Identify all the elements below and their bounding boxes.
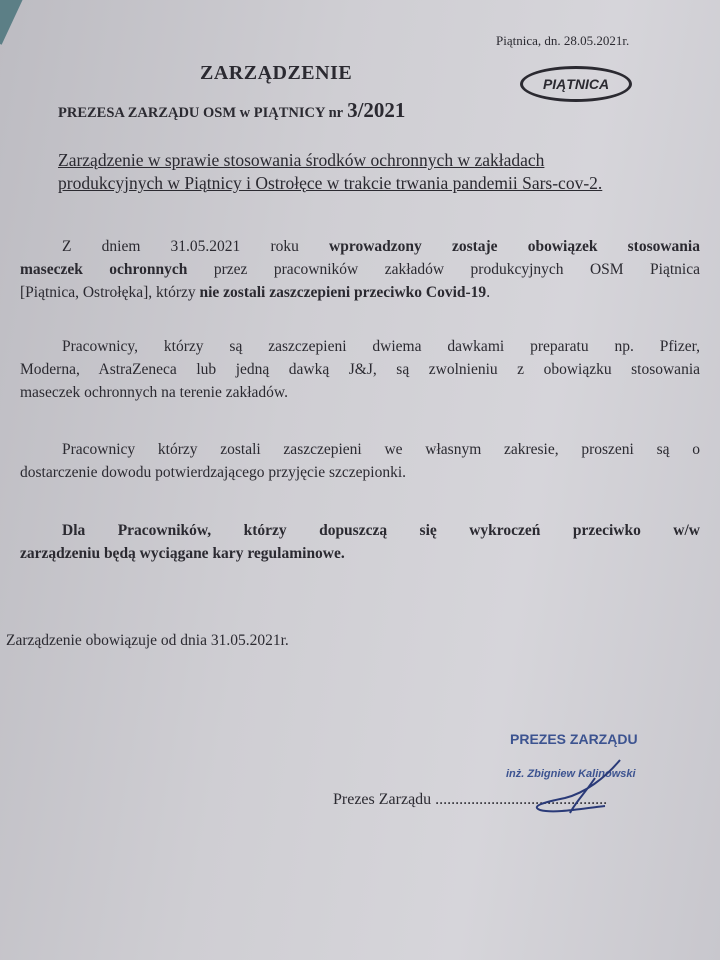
text: dostarczenie dowodu potwierdzającego przyjęcie szczepionki. (20, 464, 407, 481)
text: maseczek ochronnych na terenie zakładów. (20, 384, 288, 401)
bold-text: maseczek ochronnych (20, 261, 188, 278)
stamp-title: PREZES ZARZĄDU (510, 731, 638, 747)
heading-line: Zarządzenie w sprawie stosowania środków ochronnych w zakładach (58, 150, 545, 170)
handwritten-signature (525, 758, 645, 818)
bold-text: wprowadzony zostaje obowiązek stosowania (329, 238, 700, 255)
paragraph-line (20, 464, 406, 482)
paragraph-line (20, 261, 700, 279)
signature-line: Prezes Zarządu ........................................... (333, 791, 608, 808)
text: [Piątnica, Ostrołęka], którzy (20, 284, 200, 301)
text: Moderna, AstraZeneca lub jedną dawką J&J, są zwolnieniu z obowiązku stosowania (20, 361, 700, 378)
paragraph-line (20, 361, 700, 379)
logo-text: PIĄTNICA (542, 76, 610, 92)
piatnica-logo (520, 66, 632, 102)
paragraph-line (62, 238, 700, 256)
document-date: Piątnica, dn. 28.05.2021r. (496, 33, 630, 48)
paragraph-line (20, 384, 288, 402)
order-number: 3/2021 (347, 98, 406, 122)
bold-text: Dla Pracowników, którzy dopuszczą się wykroczeń przeciwko w/w (62, 522, 700, 539)
paragraph-line (20, 284, 490, 302)
paragraph-line (6, 632, 289, 650)
heading-line: produkcyjnych w Piątnicy i Ostrołęce w trakcie trwania pandemii Sars-cov-2. (58, 173, 603, 193)
photo-corner-background (0, 0, 27, 45)
stamp-name: inż. Zbigniew Kalinowski (506, 768, 636, 780)
paragraph-line (20, 545, 345, 563)
paragraph-line (62, 522, 700, 540)
paragraph-line (62, 441, 700, 459)
subtitle-text: PREZESA ZARZĄDU OSM w PIĄTNICY nr (58, 105, 344, 121)
document-title: ZARZĄDZENIE (200, 62, 353, 84)
document-subtitle (58, 98, 405, 123)
text: Z dniem 31.05.2021 roku (62, 238, 330, 255)
text: Zarządzenie obowiązuje od dnia 31.05.2021r. (6, 632, 289, 649)
text: Pracownicy, którzy są zaszczepieni dwiema dawkami preparatu np. Pfizer, (62, 338, 700, 355)
text: przez pracowników zakładów produkcyjnych OSM Piątnica (187, 261, 700, 278)
bold-text: zarządzeniu będą wyciągane kary regulaminowe. (20, 545, 345, 562)
paragraph-line (62, 338, 700, 356)
bold-text: nie zostali zaszczepieni przeciwko Covid-19 (199, 284, 487, 301)
text: . (486, 284, 491, 301)
text: Pracownicy którzy zostali zaszczepieni we własnym zakresie, proszeni są o (62, 441, 700, 458)
